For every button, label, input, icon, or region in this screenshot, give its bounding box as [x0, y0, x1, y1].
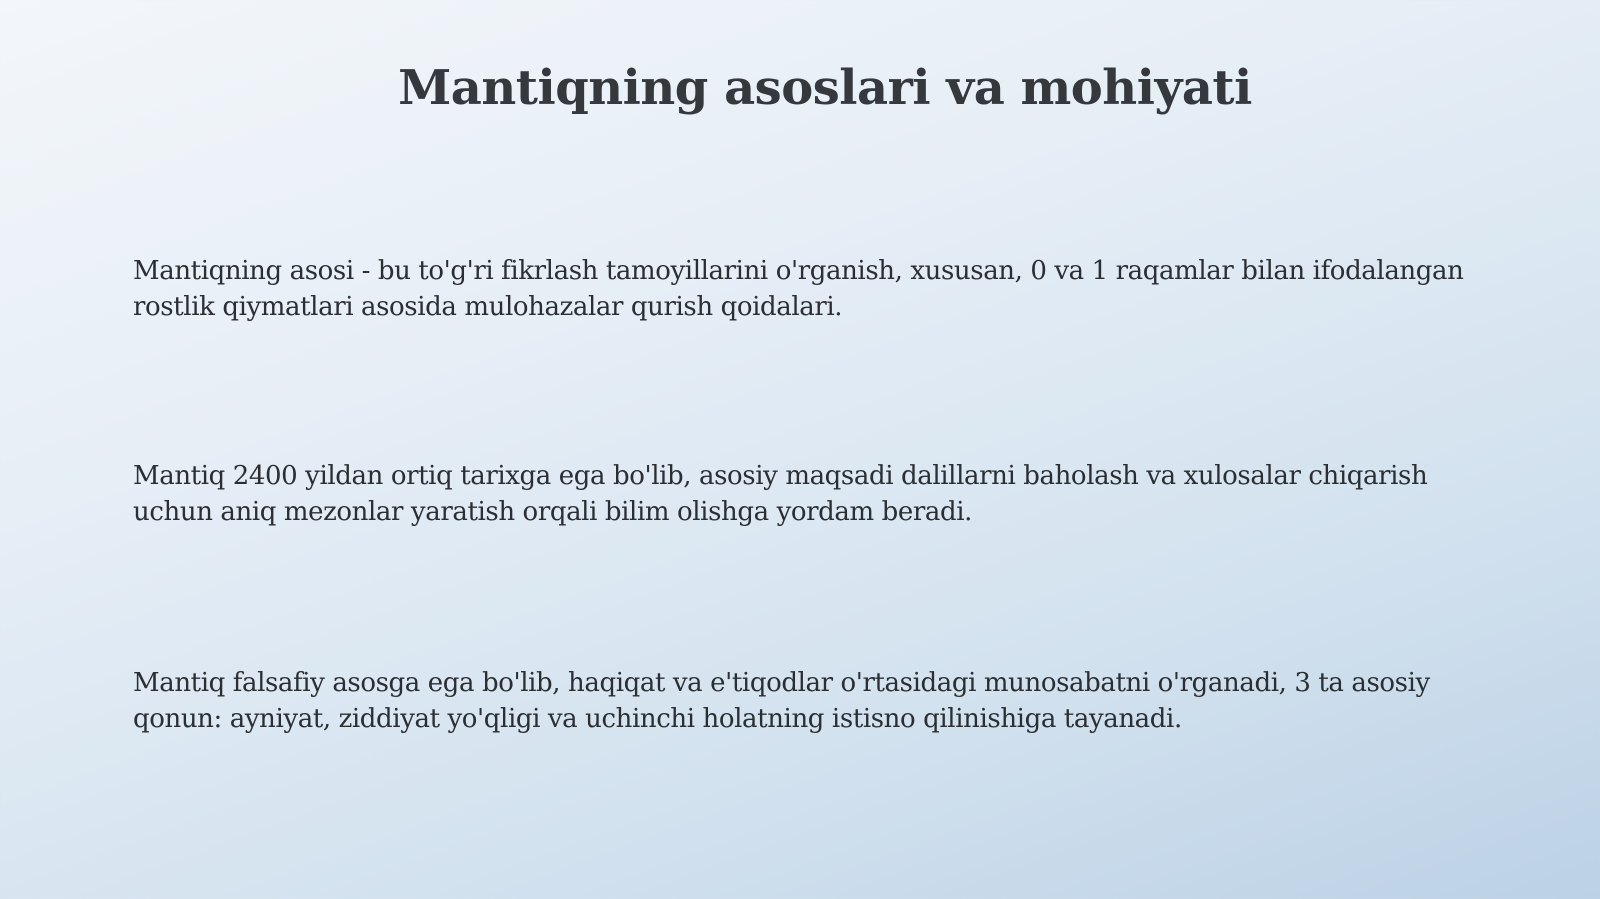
- paragraph-history: Mantiq 2400 yildan ortiq tarixga ega bo'lib, asosiy maqsadi dalillarni baholash va xulosalar chiqarish uchun aniq mezonlar yaratish orqali bilim olishga yordam beradi.: [133, 461, 1428, 527]
- paragraph-philosophy: Mantiq falsafiy asosga ega bo'lib, haqiqat va e'tiqodlar o'rtasidagi munosabatni o'rganadi, 3 ta asosiy qonun: ayniyat, ziddiyat yo'qligi va uchinchi holatning istisno qilinishiga tayanadi.: [133, 668, 1430, 734]
- paragraph-basis: Mantiqning asosi - bu to'g'ri fikrlash tamoyillarini o'rganish, xususan, 0 va 1 raqamlar bilan ifodalangan rostlik qiymatlari asosida mulohazalar qurish qoidalari.: [133, 256, 1464, 322]
- slide-title: Mantiqning asoslari va mohiyati: [398, 60, 1252, 116]
